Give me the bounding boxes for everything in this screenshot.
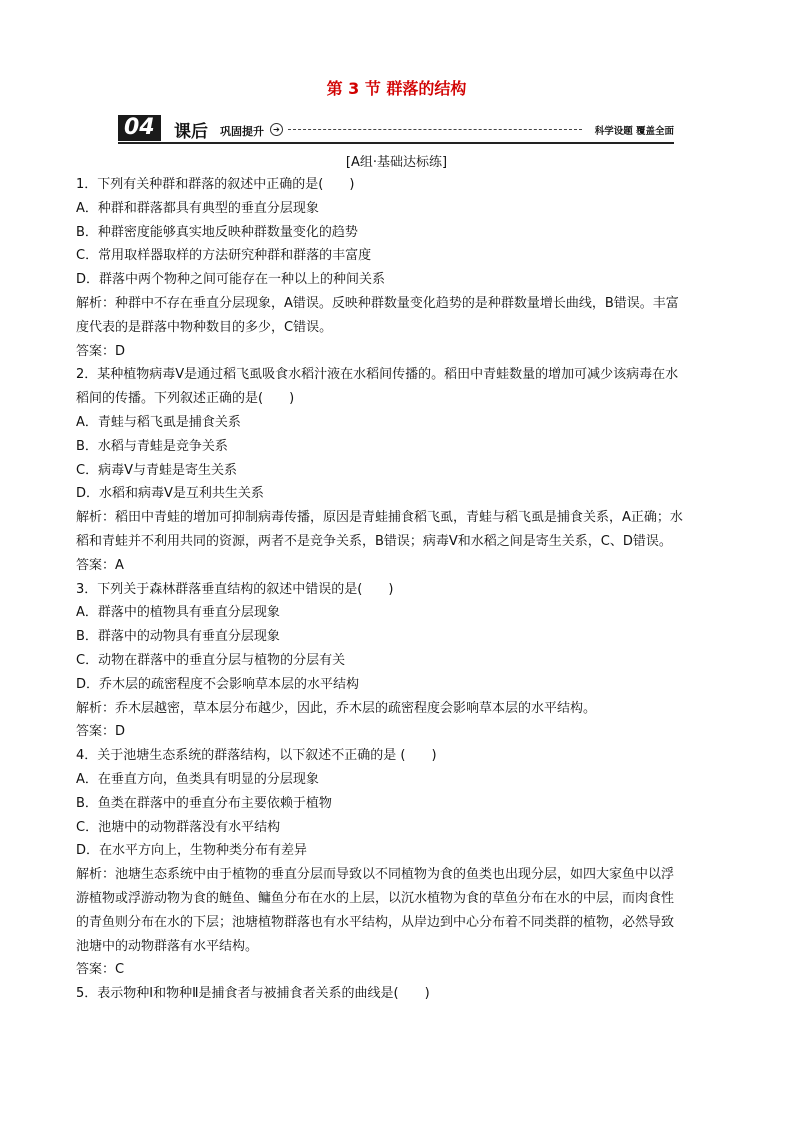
text-line: B．群落中的动物具有垂直分层现象 bbox=[76, 629, 280, 645]
text-line: 解析：池塘生态系统中由于植物的垂直分层而导致以不同植物为食的鱼类也出现分层，如四大家鱼中以浮 bbox=[76, 867, 675, 883]
text-line: 3．下列关于森林群落垂直结构的叙述中错误的是( ) bbox=[76, 581, 394, 597]
text-line: D．在水平方向上，生物种类分布有差异 bbox=[76, 843, 308, 859]
text-line: 解析：稻田中青蛙的增加可抑制病毒传播，原因是青蛙捕食稻飞虱，青蛙与稻飞虱是捕食关系，A正确；水 bbox=[76, 510, 683, 526]
text-line: A．种群和群落都具有典型的垂直分层现象 bbox=[76, 200, 319, 216]
banner-subtitle: 巩固提升 bbox=[220, 125, 264, 138]
section-banner bbox=[118, 114, 674, 144]
text-line: 答案：D bbox=[76, 343, 126, 359]
text-line: 1．下列有关种群和群落的叙述中正确的是( ) bbox=[76, 177, 355, 192]
banner-divider bbox=[288, 129, 582, 130]
text-line: 5．表示物种Ⅰ和物种Ⅱ是捕食者与被捕食者关系的曲线是( ) bbox=[76, 986, 430, 1002]
text-line: B．水稻与青蛙是竞争关系 bbox=[76, 438, 228, 454]
text-line: 解析：乔木层越密，草本层分布越少，因此，乔木层的疏密程度会影响草本层的水平结构。 bbox=[76, 700, 597, 716]
text-line: 稻和青蛙并不利用共同的资源，两者不是竞争关系，B错误；病毒Ⅴ和水稻之间是寄生关系，C、D错误。 bbox=[76, 533, 672, 549]
text-line: 答案：D bbox=[76, 724, 126, 740]
text-line: C．病毒Ⅴ与青蛙是寄生关系 bbox=[76, 462, 237, 478]
text-line: 答案：A bbox=[76, 557, 124, 573]
text-line: C．动物在群落中的垂直分层与植物的分层有关 bbox=[76, 652, 346, 668]
banner-right-label: 科学设题 覆盖全面 bbox=[594, 126, 674, 137]
text-line: D．群落中两个物种之间可能存在一种以上的种间关系 bbox=[76, 272, 386, 288]
banner-after-label: 课后 bbox=[174, 122, 208, 142]
arrow-right-icon: ➔ bbox=[270, 123, 283, 136]
text-line: 答案：C bbox=[76, 962, 125, 978]
text-line: 池塘中的动物群落有水平结构。 bbox=[76, 938, 259, 954]
text-line: 的青鱼则分布在水的下层；池塘植物群落也有水平结构，从岸边到中心分布着不同类群的植物，必然导致 bbox=[76, 914, 675, 930]
text-line: 稻间的传播。下列叙述正确的是( ) bbox=[76, 391, 295, 407]
banner-underline bbox=[118, 142, 674, 144]
group-label: [A组·基础达标练] bbox=[345, 155, 448, 170]
text-line: A．青蛙与稻飞虱是捕食关系 bbox=[76, 414, 241, 430]
text-line: 4．关于池塘生态系统的群落结构，以下叙述不正确的是 ( ) bbox=[76, 748, 437, 764]
text-line: A．群落中的植物具有垂直分层现象 bbox=[76, 605, 280, 621]
text-line: 解析：种群中不存在垂直分层现象，A错误。反映种群数量变化趋势的是种群数量增长曲线，B错误。丰富 bbox=[76, 295, 679, 311]
text-line: C．池塘中的动物群落没有水平结构 bbox=[76, 819, 281, 835]
question-content bbox=[76, 173, 716, 1006]
text-line: B．种群密度能够真实地反映种群数量变化的趋势 bbox=[76, 224, 358, 240]
text-line: D．乔木层的疏密程度不会影响草本层的水平结构 bbox=[76, 676, 360, 692]
text-line: B．鱼类在群落中的垂直分布主要依赖于植物 bbox=[76, 795, 332, 811]
text-line: 度代表的是群落中物种数目的多少，C错误。 bbox=[76, 319, 333, 335]
banner-badge: 04 bbox=[118, 115, 161, 141]
text-line: D．水稻和病毒Ⅴ是互利共生关系 bbox=[76, 486, 264, 502]
section-title: 第 3 节 群落的结构 bbox=[326, 79, 467, 98]
text-line: 游植物或浮游动物为食的鲢鱼、鳙鱼分布在水的上层，以沉水植物为食的草鱼分布在水的中层，而肉食性 bbox=[76, 890, 675, 906]
text-line: 2．某种植物病毒Ⅴ是通过稻飞虱吸食水稻汁液在水稻间传播的。稻田中青蛙数量的增加可减少该病毒在水 bbox=[76, 367, 679, 383]
text-line: C．常用取样器取样的方法研究种群和群落的丰富度 bbox=[76, 248, 372, 264]
text-line: A．在垂直方向，鱼类具有明显的分层现象 bbox=[76, 771, 319, 787]
